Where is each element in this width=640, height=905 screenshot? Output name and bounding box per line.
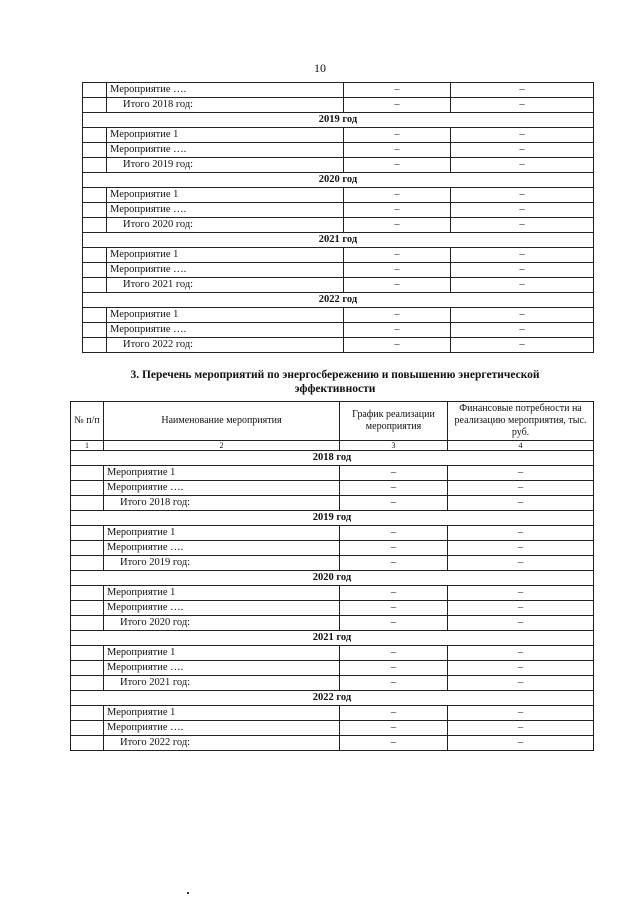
measure-name: Мероприятие …. — [107, 323, 344, 338]
table-row — [83, 143, 594, 158]
measure-name: Мероприятие 1 — [104, 466, 340, 481]
financing-cell: – — [448, 706, 594, 721]
total-row — [71, 556, 594, 571]
measure-name: Мероприятие …. — [104, 481, 340, 496]
year-heading: 2021 год — [83, 233, 594, 248]
financing-cell: – — [451, 158, 594, 173]
row-number-cell — [71, 496, 104, 511]
table-row — [83, 128, 594, 143]
row-number-cell — [71, 661, 104, 676]
financing-cell: – — [451, 188, 594, 203]
financing-cell: – — [451, 323, 594, 338]
financing-cell: – — [448, 541, 594, 556]
schedule-cell: – — [344, 98, 451, 113]
row-number-cell — [83, 128, 107, 143]
schedule-cell: – — [344, 203, 451, 218]
schedule-cell: – — [340, 481, 448, 496]
row-number-cell — [83, 188, 107, 203]
header-name: Наименование мероприятия — [104, 402, 340, 441]
financing-cell: – — [448, 646, 594, 661]
total-label: Итого 2021 год: — [104, 676, 340, 691]
schedule-cell: – — [344, 323, 451, 338]
schedule-cell: – — [340, 661, 448, 676]
table-row — [71, 646, 594, 661]
year-heading: 2022 год — [83, 293, 594, 308]
year-row — [71, 511, 594, 526]
total-row — [83, 218, 594, 233]
row-number-cell — [71, 706, 104, 721]
row-number-cell — [83, 278, 107, 293]
column-number: 4 — [448, 441, 594, 451]
measure-name: Мероприятие 1 — [104, 646, 340, 661]
row-number-cell — [83, 158, 107, 173]
year-row — [71, 451, 594, 466]
row-number-cell — [71, 736, 104, 751]
table-header-row — [71, 402, 594, 441]
financing-cell: – — [448, 496, 594, 511]
table-row — [83, 188, 594, 203]
column-number: 1 — [71, 441, 104, 451]
schedule-cell: – — [340, 616, 448, 631]
table-continuation — [82, 82, 594, 353]
table-row — [83, 308, 594, 323]
table-row — [71, 466, 594, 481]
row-number-cell — [71, 676, 104, 691]
financing-cell: – — [451, 278, 594, 293]
year-row — [71, 631, 594, 646]
year-row — [83, 293, 594, 308]
row-number-cell — [71, 601, 104, 616]
table-row — [71, 526, 594, 541]
schedule-cell: – — [340, 676, 448, 691]
schedule-cell: – — [344, 278, 451, 293]
year-heading: 2019 год — [71, 511, 594, 526]
schedule-cell: – — [344, 128, 451, 143]
schedule-cell: – — [340, 601, 448, 616]
table-measures — [70, 401, 594, 751]
row-number-cell — [83, 323, 107, 338]
schedule-cell: – — [340, 526, 448, 541]
schedule-cell: – — [340, 541, 448, 556]
total-label: Итого 2022 год: — [107, 338, 344, 353]
schedule-cell: – — [340, 586, 448, 601]
financing-cell: – — [451, 203, 594, 218]
measure-name: Мероприятие 1 — [107, 308, 344, 323]
schedule-cell: – — [340, 646, 448, 661]
total-row — [83, 338, 594, 353]
column-number-row — [71, 441, 594, 451]
financing-cell: – — [451, 248, 594, 263]
year-row — [83, 113, 594, 128]
financing-cell: – — [448, 721, 594, 736]
row-number-cell — [71, 646, 104, 661]
row-number-cell — [71, 526, 104, 541]
year-row — [71, 571, 594, 586]
year-heading: 2019 год — [83, 113, 594, 128]
measure-name: Мероприятие …. — [104, 601, 340, 616]
table-row — [83, 203, 594, 218]
financing-cell: – — [448, 586, 594, 601]
total-row — [71, 676, 594, 691]
schedule-cell: – — [340, 496, 448, 511]
year-heading: 2018 год — [71, 451, 594, 466]
measure-name: Мероприятие 1 — [107, 248, 344, 263]
table-row — [71, 721, 594, 736]
year-heading: 2020 год — [71, 571, 594, 586]
table-row — [71, 481, 594, 496]
financing-cell: – — [451, 98, 594, 113]
financing-cell: – — [451, 128, 594, 143]
schedule-cell: – — [344, 308, 451, 323]
schedule-cell: – — [344, 263, 451, 278]
column-number: 3 — [340, 441, 448, 451]
financing-cell: – — [451, 143, 594, 158]
row-number-cell — [83, 308, 107, 323]
schedule-cell: – — [340, 556, 448, 571]
year-row — [83, 233, 594, 248]
financing-cell: – — [451, 308, 594, 323]
measure-name: Мероприятие 1 — [104, 526, 340, 541]
year-row — [83, 173, 594, 188]
schedule-cell: – — [340, 706, 448, 721]
measure-name: Мероприятие 1 — [104, 586, 340, 601]
header-number: № п/п — [71, 402, 104, 441]
total-label: Итого 2020 год: — [107, 218, 344, 233]
total-label: Итого 2018 год: — [104, 496, 340, 511]
financing-cell: – — [451, 83, 594, 98]
table-row — [71, 541, 594, 556]
row-number-cell — [83, 338, 107, 353]
total-label: Итого 2019 год: — [104, 556, 340, 571]
table-row — [71, 661, 594, 676]
financing-cell: – — [448, 481, 594, 496]
schedule-cell: – — [340, 721, 448, 736]
measure-name: Мероприятие …. — [107, 83, 344, 98]
year-heading: 2020 год — [83, 173, 594, 188]
schedule-cell: – — [344, 248, 451, 263]
row-number-cell — [71, 466, 104, 481]
measure-name: Мероприятие …. — [104, 661, 340, 676]
financing-cell: – — [448, 466, 594, 481]
financing-cell: – — [448, 676, 594, 691]
financing-cell: – — [448, 616, 594, 631]
schedule-cell: – — [340, 736, 448, 751]
row-number-cell — [71, 556, 104, 571]
measure-name: Мероприятие 1 — [104, 706, 340, 721]
measure-name: Мероприятие …. — [104, 721, 340, 736]
total-label: Итого 2018 год: — [107, 98, 344, 113]
row-number-cell — [83, 143, 107, 158]
schedule-cell: – — [344, 83, 451, 98]
financing-cell: – — [448, 601, 594, 616]
table-row — [71, 601, 594, 616]
scan-dot — [187, 892, 189, 894]
measure-name: Мероприятие …. — [107, 143, 344, 158]
table-row — [71, 586, 594, 601]
measure-name: Мероприятие …. — [104, 541, 340, 556]
table-row — [83, 83, 594, 98]
schedule-cell: – — [340, 466, 448, 481]
row-number-cell — [71, 586, 104, 601]
measure-name: Мероприятие 1 — [107, 188, 344, 203]
schedule-cell: – — [344, 143, 451, 158]
table-row — [83, 323, 594, 338]
financing-cell: – — [448, 736, 594, 751]
measure-name: Мероприятие 1 — [107, 128, 344, 143]
column-number: 2 — [104, 441, 340, 451]
total-row — [83, 98, 594, 113]
header-schedule: График реализации мероприятия — [340, 402, 448, 441]
year-row — [71, 691, 594, 706]
row-number-cell — [71, 481, 104, 496]
schedule-cell: – — [344, 188, 451, 203]
total-label: Итого 2019 год: — [107, 158, 344, 173]
row-number-cell — [83, 248, 107, 263]
header-financing: Финансовые потребности на реализацию мероприятия, тыс. руб. — [448, 402, 594, 441]
row-number-cell — [71, 616, 104, 631]
total-row — [71, 736, 594, 751]
schedule-cell: – — [344, 338, 451, 353]
row-number-cell — [83, 83, 107, 98]
financing-cell: – — [451, 263, 594, 278]
measure-name: Мероприятие …. — [107, 263, 344, 278]
schedule-cell: – — [344, 158, 451, 173]
row-number-cell — [83, 98, 107, 113]
total-label: Итого 2022 год: — [104, 736, 340, 751]
table-row — [83, 263, 594, 278]
total-label: Итого 2020 год: — [104, 616, 340, 631]
financing-cell: – — [451, 338, 594, 353]
total-row — [83, 158, 594, 173]
total-row — [71, 616, 594, 631]
row-number-cell — [83, 218, 107, 233]
financing-cell: – — [448, 556, 594, 571]
schedule-cell: – — [344, 218, 451, 233]
year-heading: 2021 год — [71, 631, 594, 646]
measure-name: Мероприятие …. — [107, 203, 344, 218]
section-title: 3. Перечень мероприятий по энергосбережению и повышению энергетической эффективности — [130, 369, 540, 395]
financing-cell: – — [448, 661, 594, 676]
page-number: 10 — [314, 61, 326, 75]
total-label: Итого 2021 год: — [107, 278, 344, 293]
year-heading: 2022 год — [71, 691, 594, 706]
row-number-cell — [71, 721, 104, 736]
table-row — [83, 248, 594, 263]
row-number-cell — [71, 541, 104, 556]
financing-cell: – — [451, 218, 594, 233]
financing-cell: – — [448, 526, 594, 541]
table-row — [71, 706, 594, 721]
total-row — [83, 278, 594, 293]
row-number-cell — [83, 203, 107, 218]
row-number-cell — [83, 263, 107, 278]
total-row — [71, 496, 594, 511]
